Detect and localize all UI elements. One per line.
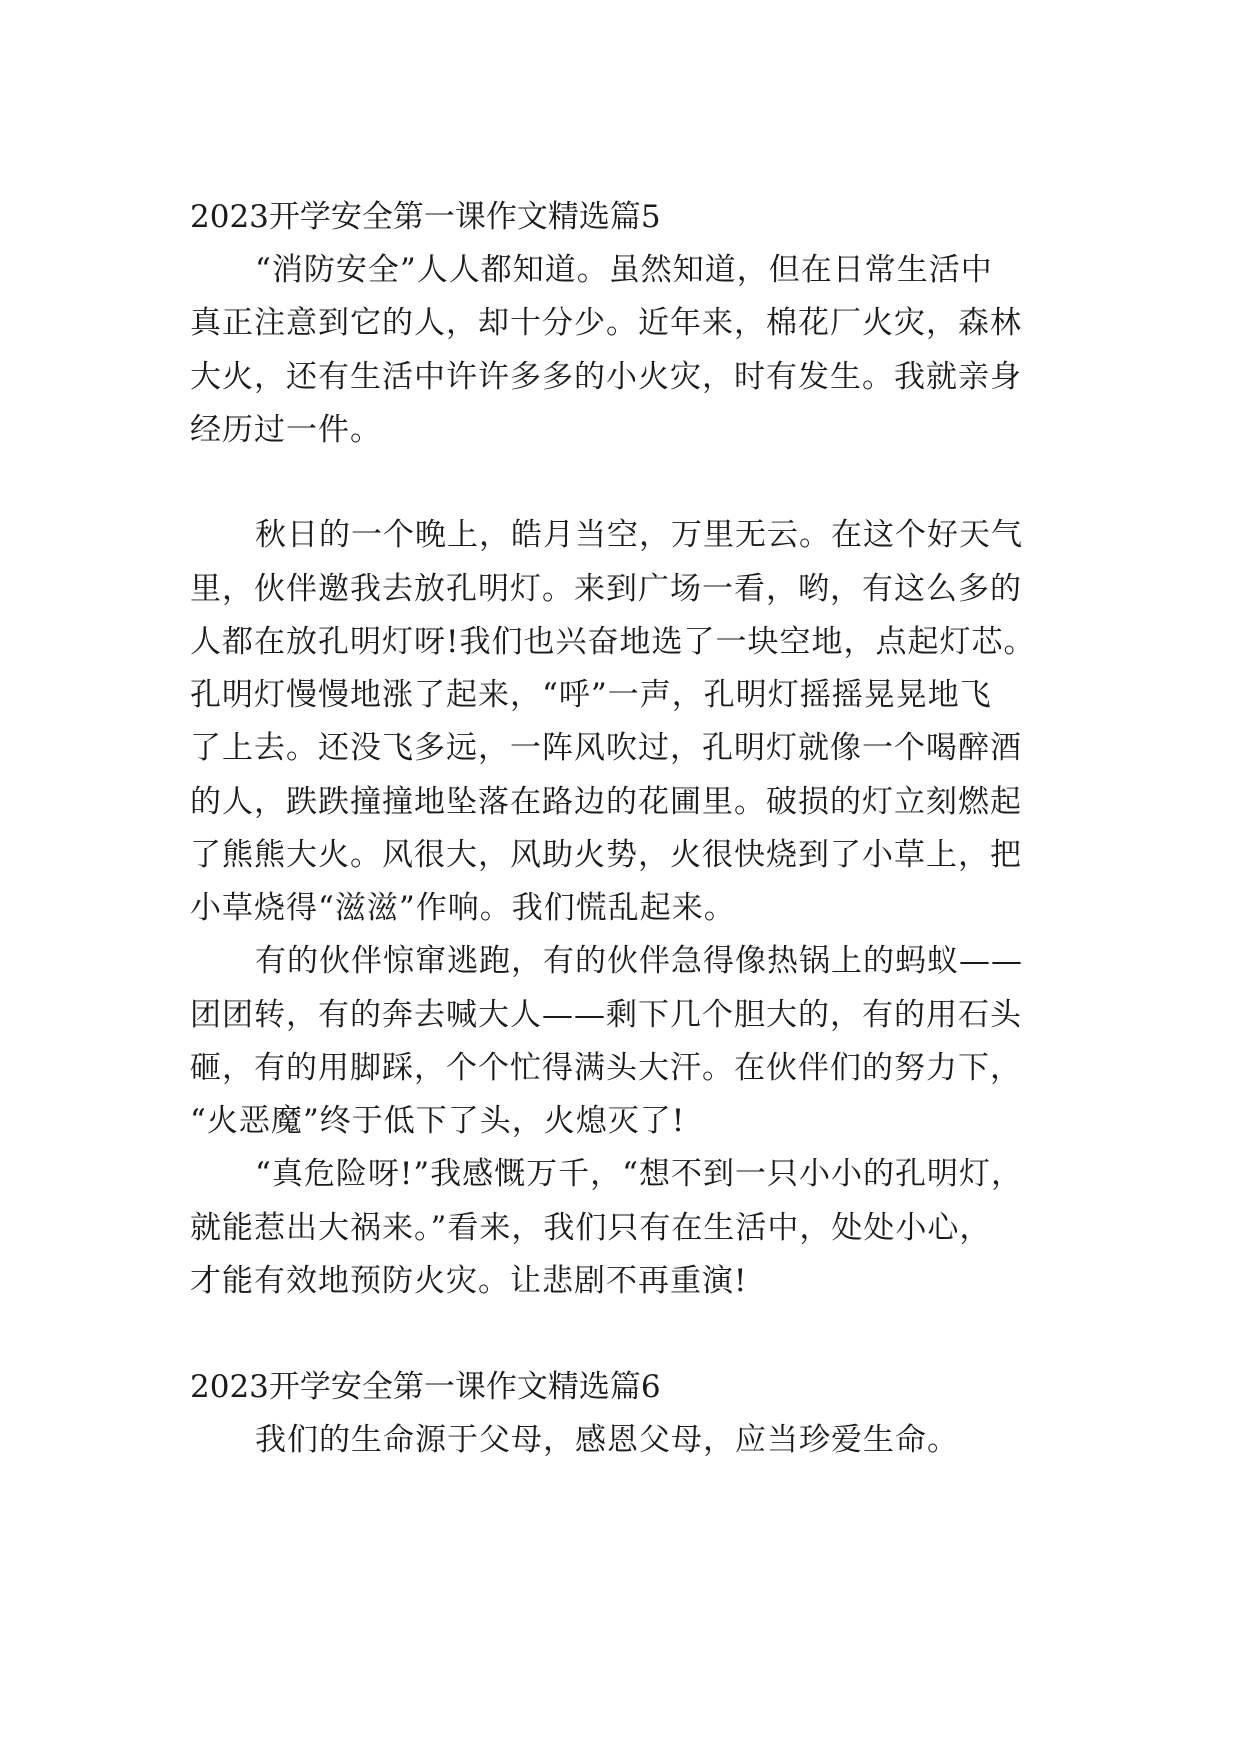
paragraph-line: 的人，跌跌撞撞地坠落在路边的花圃里。破损的灯立刻燃起 bbox=[190, 784, 1022, 820]
paragraph-line: 秋日的一个晚上，皓月当空，万里无云。在这个好天气 bbox=[255, 517, 1023, 553]
paragraph-line: “真危险呀!”我感慨万千，“想不到一只小小的孔明灯， bbox=[255, 1156, 1023, 1192]
paragraph-line: 就能惹出大祸来。”看来，我们只有在生活中，处处小心， bbox=[190, 1210, 992, 1246]
paragraph-line: “消防安全”人人都知道。虽然知道，但在日常生活中 bbox=[255, 252, 993, 288]
paragraph-line: 经历过一件。 bbox=[190, 412, 382, 448]
paragraph-line: 孔明灯慢慢地涨了起来，“呼”一声，孔明灯摇摇晃晃地飞 bbox=[190, 677, 992, 713]
paragraph-line: 才能有效地预防火灾。让悲剧不再重演! bbox=[190, 1263, 748, 1299]
paragraph-line: “火恶魔”终于低下了头，火熄灭了! bbox=[190, 1103, 686, 1139]
paragraph-line: 里，伙伴邀我去放孔明灯。来到广场一看，哟，有这么多的 bbox=[190, 571, 1022, 607]
section-5-title: 2023开学安全第一课作文精选篇5 bbox=[190, 199, 661, 235]
paragraph-line: 有的伙伴惊窜逃跑，有的伙伴急得像热锅上的蚂蚁—— bbox=[255, 943, 1023, 979]
paragraph-line: 砸，有的用脚踩，个个忙得满头大汗。在伙伴们的努力下， bbox=[190, 1050, 1022, 1086]
paragraph-line: 人都在放孔明灯呀!我们也兴奋地选了一块空地，点起灯芯。 bbox=[190, 624, 1036, 660]
paragraph-line: 大火，还有生活中许许多多的小火灾，时有发生。我就亲身 bbox=[190, 359, 1022, 395]
section-6-title: 2023开学安全第一课作文精选篇6 bbox=[190, 1369, 661, 1405]
paragraph-line: 团团转，有的奔去喊大人——剩下几个胆大的，有的用石头 bbox=[190, 997, 1022, 1033]
paragraph-line: 小草烧得“滋滋”作响。我们慌乱起来。 bbox=[190, 890, 736, 926]
paragraph-line: 了上去。还没飞多远，一阵风吹过，孔明灯就像一个喝醉酒 bbox=[190, 730, 1022, 766]
paragraph-line: 了熊熊大火。风很大，风助火势，火很快烧到了小草上，把 bbox=[190, 837, 1022, 873]
paragraph-line: 真正注意到它的人，却十分少。近年来，棉花厂火灾，森林 bbox=[190, 305, 1022, 341]
paragraph-line: 我们的生命源于父母，感恩父母，应当珍爱生命。 bbox=[255, 1422, 959, 1458]
